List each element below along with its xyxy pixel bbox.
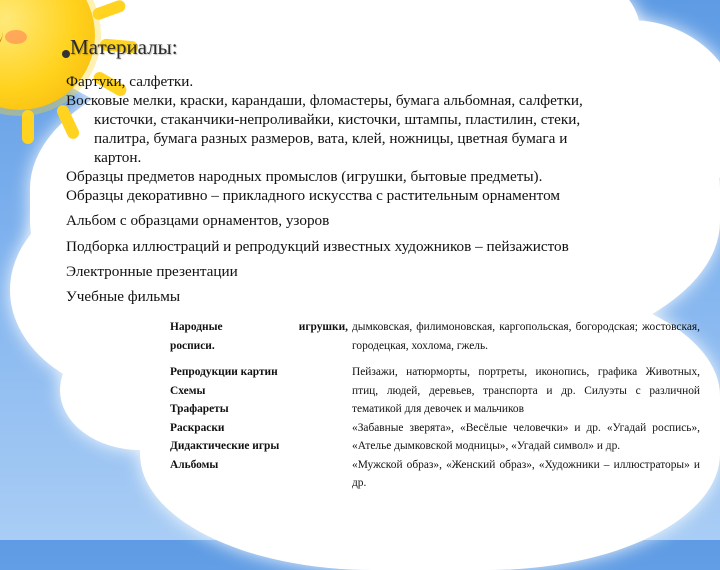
- list-item: Электронные презентации: [66, 263, 238, 280]
- row-label: Народные: [170, 321, 223, 333]
- sun-cheek: [5, 30, 27, 44]
- list-item: Альбом с образцами орнаментов, узоров: [66, 212, 330, 229]
- table-row: [170, 318, 700, 355]
- table-cell-text: «Мужской образ», «Женский образ», «Художники – иллюстраторы» и др.: [352, 458, 700, 489]
- table-cell-text: Пейзажи, натюрморты, портреты, иконопись, графика Животных, птиц, людей, деревьев, транспорта и др. Силуэты с различной тематикой для девочек и мальчиков: [352, 366, 700, 415]
- resources-table: [170, 318, 700, 493]
- materials-list: [66, 35, 696, 306]
- list-item: Подборка иллюстраций и репродукций известных художников – пейзажистов: [66, 238, 569, 255]
- table-row: [170, 419, 700, 456]
- list-item: Образцы предметов народных промыслов (игрушки, бытовые предметы).: [66, 168, 543, 185]
- table-cell-label: [170, 363, 352, 419]
- row-label: игрушки,: [298, 321, 348, 333]
- page-title: Материалы:: [70, 35, 178, 59]
- list-item: Образцы декоративно – прикладного искусства с растительным орнаментом: [66, 187, 560, 204]
- list-item-continuation: палитра, бумага разных размеров, вата, клей, ножницы, цветная бумага и: [94, 130, 568, 147]
- list-item: Учебные фильмы: [66, 288, 181, 305]
- list-item-continuation: картон.: [94, 149, 142, 166]
- row-label: Дидактические игры: [170, 440, 280, 452]
- list-item: Восковые мелки, краски, карандаши, фломастеры, бумага альбомная, салфетки,: [66, 92, 583, 109]
- table-row: [170, 363, 700, 419]
- table-cell-label: [170, 318, 352, 355]
- list-item: Фартуки, салфетки.: [66, 73, 194, 90]
- row-label: Схемы: [170, 384, 206, 397]
- list-item-continuation: кисточки, стаканчики-непроливайки, кисточки, штампы, пластилин, стеки,: [94, 111, 581, 128]
- table-row: [170, 456, 700, 493]
- row-label: Раскраски: [170, 421, 225, 434]
- table-cell-label: [170, 419, 352, 456]
- row-label: Репродукции картин: [170, 366, 278, 378]
- table-cell-text: «Забавные зверята», «Весёлые человечки» и др. «Угадай роспись», «Ателье дымковской модницы», «Угадай символ» и др.: [352, 421, 700, 452]
- row-label: росписи.: [170, 339, 215, 352]
- bullet-icon: [62, 50, 70, 58]
- sun-mouth: [0, 28, 3, 54]
- table-cell-text: дымковская, филимоновская, каргопольская, богородская; жостовская, городецкая, хохлома, гжель.: [352, 321, 700, 352]
- row-label: Трафареты: [170, 403, 229, 415]
- table-cell-label: Альбомы: [170, 458, 219, 471]
